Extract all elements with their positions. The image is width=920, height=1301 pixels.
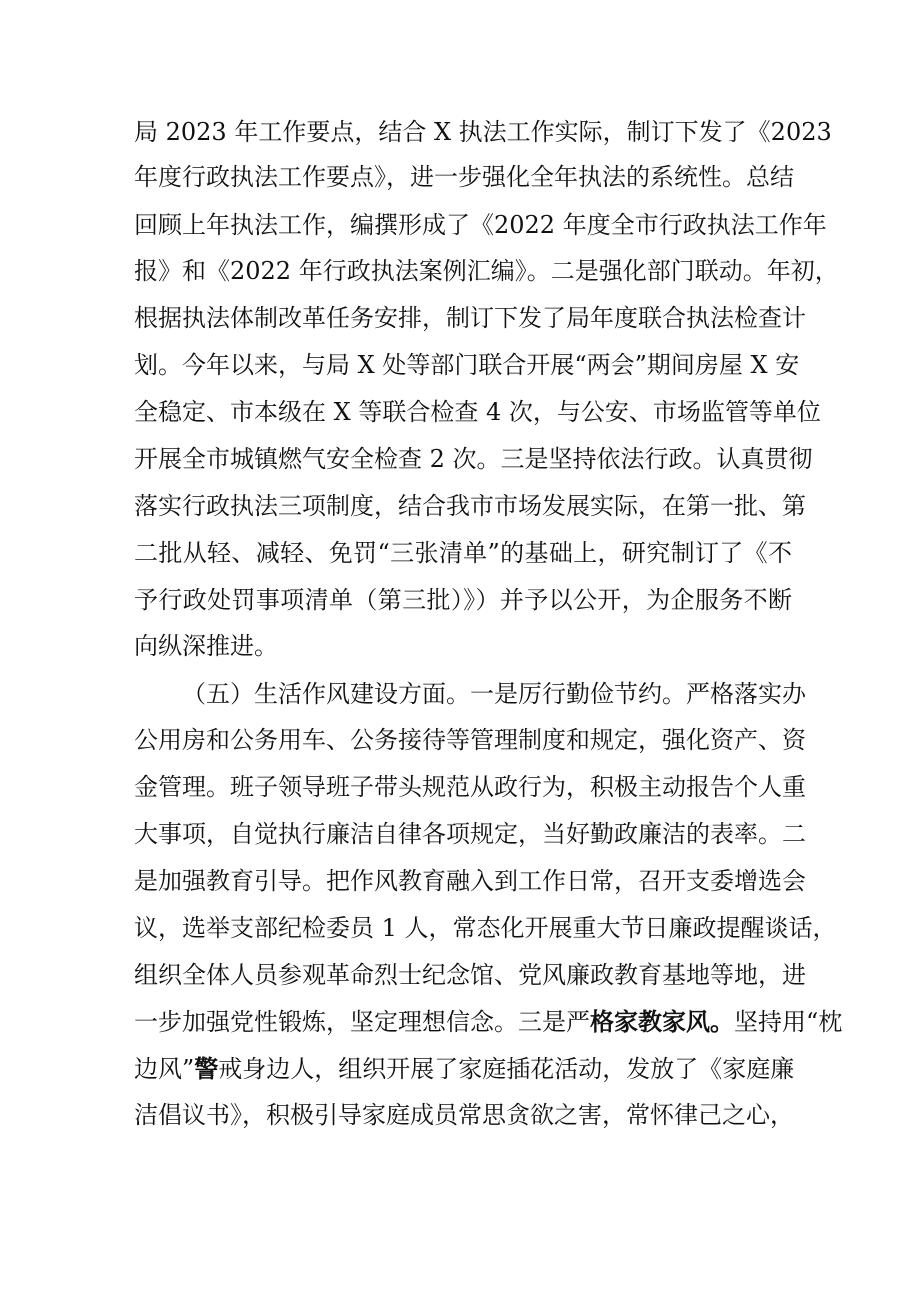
bold-text-run: 警 (194, 1054, 219, 1083)
paragraph-line: 公用房和公务用车、公务接待等管理制度和规定，强化资产、资 (134, 726, 806, 754)
paragraph-line: 组织全体人员参观革命烈士纪念馆、党风廉政教育基地等地，进 (134, 961, 806, 989)
text-run: 坚持用“枕 (734, 1008, 843, 1036)
paragraph-line: 回顾上年执法工作，编撰形成了《2022 年度全市行政执法工作年 (134, 211, 827, 239)
paragraph-line: 予行政处罚事项清单（第三批）》）并予以公开，为企服务不断 (134, 586, 792, 614)
paragraph-line: 议，选举支部纪检委员 1 人，常态化开展重大节日廉政提醒谈话， (134, 914, 837, 942)
paragraph-line: 开展全市城镇燃气安全检查 2 次。三是坚持依法行政。认真贯彻 (134, 445, 813, 473)
paragraph-line: 落实行政执法三项制度，结合我市市场发展实际，在第一批、第 (134, 492, 806, 520)
paragraph-line: 向纵深推进。 (134, 632, 278, 660)
paragraph-line: 划。今年以来，与局 X 处等部门联合开展“两会”期间房屋 X 安 (134, 351, 800, 379)
paragraph-line: 报》和《2022 年行政执法案例汇编》。二是强化部门联动。年初， (134, 257, 839, 285)
paragraph-line-mixed (134, 1054, 795, 1084)
paragraph-line: 局 2023 年工作要点，结合 X 执法工作实际，制订下发了《2023 (134, 118, 832, 146)
paragraph-line: 是加强教育引导。把作风教育融入到工作日常，召开支委增选会 (134, 867, 806, 895)
section-heading-line: （五）生活作风建设方面。一是厉行勤俭节约。严格落实办 (182, 680, 806, 708)
paragraph-line: 二批从轻、减轻、免罚“三张清单”的基础上，研究制订了《不 (134, 539, 792, 567)
paragraph-line: 大事项，自觉执行廉洁自律各项规定，当好勤政廉洁的表率。二 (134, 820, 806, 848)
text-run: 边风” (134, 1055, 195, 1083)
text-run: 戒身边人，组织开展了家庭插花活动，发放了《家庭廉 (218, 1055, 795, 1083)
paragraph-line: 洁倡议书》，积极引导家庭成员常思贪欲之害，常怀律己之心， (134, 1101, 794, 1129)
paragraph-line: 全稳定、市本级在 X 等联合检查 4 次，与公安、市场监管等单位 (134, 398, 821, 426)
bold-text-run: 格家教家风。 (590, 1007, 734, 1036)
paragraph-line-mixed (134, 1007, 843, 1037)
paragraph-line: 年度行政执法工作要点》，进一步强化全年执法的系统性。总结 (134, 163, 794, 191)
paragraph-line: 金管理。班子领导班子带头规范从政行为，积极主动报告个人重 (134, 773, 806, 801)
paragraph-line: 根据执法体制改革任务安排，制订下发了局年度联合执法检查计 (134, 304, 806, 332)
text-run: 一步加强党性锻炼，坚定理想信念。三是严 (134, 1008, 590, 1036)
